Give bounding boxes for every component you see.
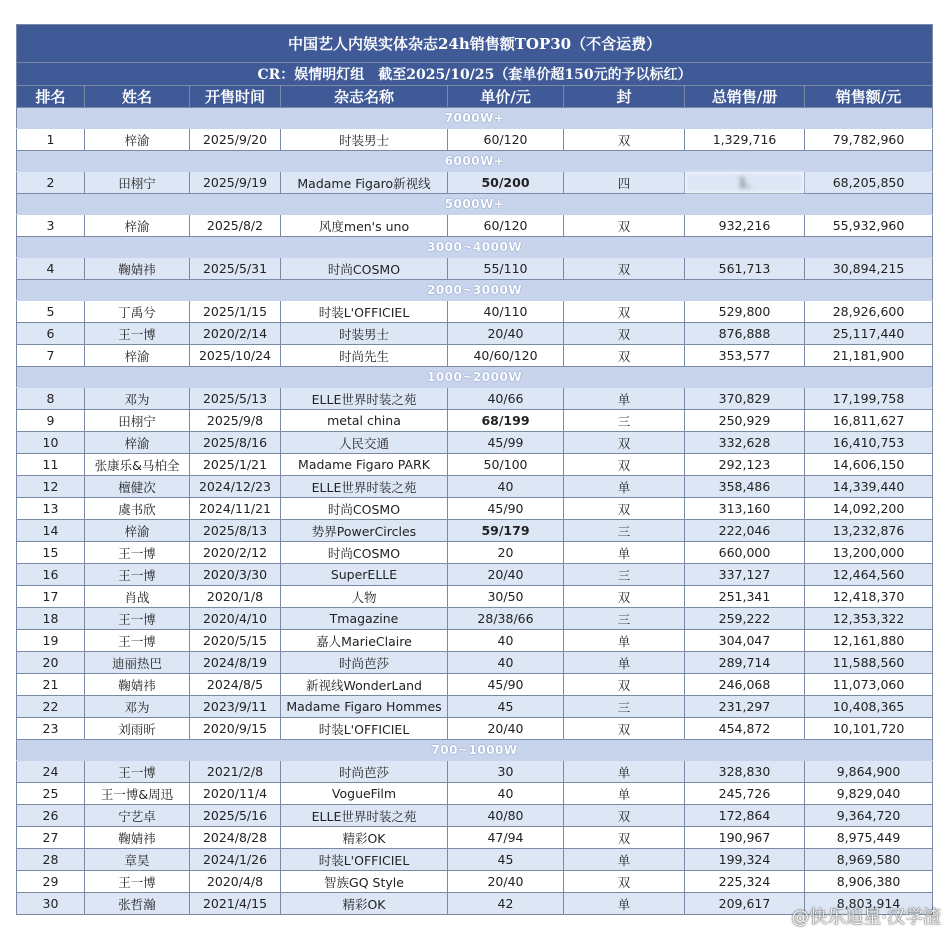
cell-copies: 292,123 [685, 454, 805, 476]
cell-magazine: 智族GQ Style [281, 871, 448, 893]
section-label: 2000~3000W [426, 283, 523, 297]
header-name: 姓名 [85, 86, 190, 108]
table-row [17, 301, 933, 323]
table-row [17, 520, 933, 542]
cell-date: 2024/1/26 [190, 849, 281, 871]
cell-magazine: 精彩OK [281, 893, 448, 915]
cell-name: 邓为 [85, 696, 190, 718]
cell-magazine: 时尚芭莎 [281, 761, 448, 783]
cell-price: 40/110 [448, 301, 564, 323]
cell-rank: 8 [17, 388, 85, 410]
cell-magazine: SuperELLE [281, 564, 448, 586]
section-band [17, 740, 933, 761]
cell-date: 2023/9/11 [190, 696, 281, 718]
table-row [17, 258, 933, 280]
cell-revenue: 30,894,215 [805, 258, 933, 280]
cell-rank: 14 [17, 520, 85, 542]
cell-date: 2025/5/31 [190, 258, 281, 280]
section-label: 700~1000W [431, 743, 518, 757]
cell-revenue: 11,588,560 [805, 652, 933, 674]
section-band [17, 237, 933, 258]
cell-name: 梓渝 [85, 345, 190, 367]
cell-revenue: 17,199,758 [805, 388, 933, 410]
cell-rank: 7 [17, 345, 85, 367]
cell-price: 30 [448, 761, 564, 783]
sales-ranking-table [16, 24, 933, 915]
cell-copies: 246,068 [685, 674, 805, 696]
cell-price: 47/94 [448, 827, 564, 849]
cell-revenue: 28,926,600 [805, 301, 933, 323]
cell-price: 20/40 [448, 718, 564, 740]
cell-copies: 199,324 [685, 849, 805, 871]
cell-name: 鞠婧祎 [85, 674, 190, 696]
ranking-sheet [16, 24, 932, 915]
cell-name: 鞠婧祎 [85, 827, 190, 849]
cell-covers: 单 [564, 893, 685, 915]
cell-date: 2024/11/21 [190, 498, 281, 520]
cell-name: 梓渝 [85, 129, 190, 151]
cell-name: 田栩宁 [85, 172, 190, 194]
cell-price: 45/90 [448, 498, 564, 520]
cell-magazine: 精彩OK [281, 827, 448, 849]
cell-copies: 304,047 [685, 630, 805, 652]
cell-covers: 双 [564, 454, 685, 476]
cell-price: 40 [448, 652, 564, 674]
header-row [17, 86, 933, 108]
cell-covers: 单 [564, 542, 685, 564]
cell-copies: 251,341 [685, 586, 805, 608]
cell-magazine: 时尚先生 [281, 345, 448, 367]
cell-date: 2025/5/13 [190, 388, 281, 410]
table-row [17, 761, 933, 783]
cell-copies: 337,127 [685, 564, 805, 586]
cell-rank: 27 [17, 827, 85, 849]
table-row [17, 586, 933, 608]
table-subtitle: CR：娱情明灯组 截至2025/10/25（套单价超150元的予以标红） [17, 63, 933, 86]
cell-rank: 26 [17, 805, 85, 827]
cell-date: 2025/1/21 [190, 454, 281, 476]
cell-date: 2025/9/19 [190, 172, 281, 194]
cell-copies: 313,160 [685, 498, 805, 520]
cell-revenue: 13,232,876 [805, 520, 933, 542]
cell-name: 檀健次 [85, 476, 190, 498]
cell-revenue: 79,782,960 [805, 129, 933, 151]
cell-name: 宁艺卓 [85, 805, 190, 827]
table-row [17, 542, 933, 564]
cell-rank: 12 [17, 476, 85, 498]
table-row [17, 388, 933, 410]
cell-covers: 双 [564, 345, 685, 367]
cell-revenue: 9,364,720 [805, 805, 933, 827]
cell-copies: 289,714 [685, 652, 805, 674]
table-row [17, 630, 933, 652]
cell-revenue: 10,408,365 [805, 696, 933, 718]
cell-copies: 370,829 [685, 388, 805, 410]
cell-name: 刘雨昕 [85, 718, 190, 740]
table-row [17, 345, 933, 367]
section-band [17, 367, 933, 388]
table-row [17, 608, 933, 630]
cell-covers: 单 [564, 630, 685, 652]
table-row [17, 564, 933, 586]
cell-revenue: 14,339,440 [805, 476, 933, 498]
cell-magazine: 新视线WonderLand [281, 674, 448, 696]
header-magazine: 杂志名称 [281, 86, 448, 108]
cell-name: 王一博 [85, 564, 190, 586]
cell-covers: 单 [564, 652, 685, 674]
cell-price: 28/38/66 [448, 608, 564, 630]
cell-rank: 28 [17, 849, 85, 871]
cell-magazine: 时尚COSMO [281, 542, 448, 564]
cell-magazine: 时装男士 [281, 129, 448, 151]
cell-date: 2025/9/8 [190, 410, 281, 432]
cell-rank: 4 [17, 258, 85, 280]
cell-covers: 单 [564, 849, 685, 871]
cell-price: 40/60/120 [448, 345, 564, 367]
cell-covers: 三 [564, 696, 685, 718]
cell-date: 2020/2/12 [190, 542, 281, 564]
cell-revenue: 9,829,040 [805, 783, 933, 805]
cell-rank: 3 [17, 215, 85, 237]
cell-price: 45/90 [448, 674, 564, 696]
cell-date: 2020/4/8 [190, 871, 281, 893]
cell-name: 章昊 [85, 849, 190, 871]
cell-covers: 三 [564, 410, 685, 432]
section-band [17, 194, 933, 215]
table-row [17, 476, 933, 498]
cell-price: 60/120 [448, 129, 564, 151]
cell-magazine: 嘉人MarieClaire [281, 630, 448, 652]
cell-price: 59/179 [448, 520, 564, 542]
cell-rank: 6 [17, 323, 85, 345]
cell-revenue: 12,464,560 [805, 564, 933, 586]
cell-name: 王一博 [85, 608, 190, 630]
cell-name: 迪丽热巴 [85, 652, 190, 674]
cell-rank: 2 [17, 172, 85, 194]
cell-name: 虞书欣 [85, 498, 190, 520]
cell-covers: 三 [564, 564, 685, 586]
cell-name: 丁禹兮 [85, 301, 190, 323]
cell-date: 2021/2/8 [190, 761, 281, 783]
cell-name: 王一博 [85, 630, 190, 652]
cell-date: 2020/4/10 [190, 608, 281, 630]
cell-covers: 双 [564, 805, 685, 827]
cell-magazine: 风度men's uno [281, 215, 448, 237]
cell-magazine: 时装L'OFFICIEL [281, 849, 448, 871]
cell-magazine: Madame Figaro PARK [281, 454, 448, 476]
cell-price: 45 [448, 849, 564, 871]
cell-date: 2020/3/30 [190, 564, 281, 586]
cell-date: 2025/10/24 [190, 345, 281, 367]
cell-price: 60/120 [448, 215, 564, 237]
cell-copies: 358,486 [685, 476, 805, 498]
cell-price: 20/40 [448, 564, 564, 586]
cell-magazine: 人物 [281, 586, 448, 608]
section-band [17, 108, 933, 129]
cell-date: 2021/4/15 [190, 893, 281, 915]
cell-covers: 双 [564, 258, 685, 280]
cell-price: 45 [448, 696, 564, 718]
cell-date: 2024/8/19 [190, 652, 281, 674]
cell-magazine: 势界PowerCircles [281, 520, 448, 542]
section-label: 3000~4000W [426, 240, 523, 254]
table-row [17, 172, 933, 194]
table-body [17, 108, 933, 915]
cell-date: 2025/8/16 [190, 432, 281, 454]
cell-magazine: metal china [281, 410, 448, 432]
section-label: 5000W+ [444, 197, 505, 211]
cell-rank: 1 [17, 129, 85, 151]
cell-date: 2024/12/23 [190, 476, 281, 498]
cell-price: 40/80 [448, 805, 564, 827]
cell-copies: 328,830 [685, 761, 805, 783]
cell-rank: 18 [17, 608, 85, 630]
cell-name: 王一博 [85, 323, 190, 345]
cell-covers: 双 [564, 301, 685, 323]
cell-covers: 单 [564, 476, 685, 498]
cell-date: 2025/8/13 [190, 520, 281, 542]
table-row [17, 454, 933, 476]
table-row [17, 696, 933, 718]
cell-name: 梓渝 [85, 520, 190, 542]
table-row [17, 827, 933, 849]
cell-rank: 11 [17, 454, 85, 476]
cell-revenue: 10,101,720 [805, 718, 933, 740]
cell-price: 20/40 [448, 323, 564, 345]
cell-revenue: 16,811,627 [805, 410, 933, 432]
cell-revenue: 25,117,440 [805, 323, 933, 345]
cell-magazine: ELLE世界时装之苑 [281, 476, 448, 498]
header-revenue: 销售额/元 [805, 86, 933, 108]
cell-date: 2025/8/2 [190, 215, 281, 237]
cell-copies: 332,628 [685, 432, 805, 454]
cell-covers: 双 [564, 827, 685, 849]
table-row [17, 783, 933, 805]
cell-revenue: 16,410,753 [805, 432, 933, 454]
cell-price: 50/200 [448, 172, 564, 194]
cell-magazine: 时装男士 [281, 323, 448, 345]
cell-covers: 双 [564, 718, 685, 740]
cell-rank: 13 [17, 498, 85, 520]
cell-copies: 172,864 [685, 805, 805, 827]
cell-rank: 9 [17, 410, 85, 432]
cell-name: 王一博 [85, 871, 190, 893]
cell-copies: 259,222 [685, 608, 805, 630]
cell-revenue: 8,969,580 [805, 849, 933, 871]
cell-date: 2020/2/14 [190, 323, 281, 345]
cell-revenue: 9,864,900 [805, 761, 933, 783]
cell-name: 王一博&周迅 [85, 783, 190, 805]
table-row [17, 805, 933, 827]
cell-covers: 双 [564, 586, 685, 608]
cell-rank: 5 [17, 301, 85, 323]
table-row [17, 323, 933, 345]
cell-date: 2025/9/20 [190, 129, 281, 151]
cell-rank: 25 [17, 783, 85, 805]
cell-revenue: 13,200,000 [805, 542, 933, 564]
cell-magazine: VogueFilm [281, 783, 448, 805]
cell-revenue: 8,803,914 [805, 893, 933, 915]
cell-price: 40 [448, 783, 564, 805]
cell-rank: 16 [17, 564, 85, 586]
cell-price: 40/66 [448, 388, 564, 410]
cell-price: 50/100 [448, 454, 564, 476]
cell-revenue: 14,606,150 [805, 454, 933, 476]
cell-covers: 双 [564, 674, 685, 696]
cell-revenue: 68,205,850 [805, 172, 933, 194]
cell-copies: 245,726 [685, 783, 805, 805]
cell-revenue: 12,161,880 [805, 630, 933, 652]
cell-name: 王一博 [85, 542, 190, 564]
cell-rank: 20 [17, 652, 85, 674]
table-row [17, 674, 933, 696]
section-label: 7000W+ [444, 111, 505, 125]
cell-magazine: Tmagazine [281, 608, 448, 630]
cell-copies: 250,929 [685, 410, 805, 432]
cell-name: 田栩宁 [85, 410, 190, 432]
cell-rank: 10 [17, 432, 85, 454]
cell-copies: 225,324 [685, 871, 805, 893]
cell-name: 张康乐&马柏全 [85, 454, 190, 476]
table-row [17, 871, 933, 893]
cell-price: 42 [448, 893, 564, 915]
cell-price: 55/110 [448, 258, 564, 280]
section-label: 6000W+ [444, 154, 505, 168]
cell-price: 30/50 [448, 586, 564, 608]
cell-price: 20/40 [448, 871, 564, 893]
cell-copies: 222,046 [685, 520, 805, 542]
cell-covers: 单 [564, 783, 685, 805]
cell-magazine: Madame Figaro Hommes [281, 696, 448, 718]
header-rank: 排名 [17, 86, 85, 108]
table-title: 中国艺人内娱实体杂志24h销售额TOP30（不含运费） [17, 25, 933, 63]
cell-rank: 19 [17, 630, 85, 652]
cell-covers: 三 [564, 608, 685, 630]
cell-copies: 660,000 [685, 542, 805, 564]
cell-copies: 231,297 [685, 696, 805, 718]
cell-name: 张哲瀚 [85, 893, 190, 915]
cell-rank: 17 [17, 586, 85, 608]
table-row [17, 215, 933, 237]
table-row [17, 129, 933, 151]
cell-copies: 209,617 [685, 893, 805, 915]
cell-covers: 双 [564, 323, 685, 345]
cell-date: 2020/11/4 [190, 783, 281, 805]
cell-covers: 双 [564, 129, 685, 151]
cell-covers: 四 [564, 172, 685, 194]
cell-covers: 三 [564, 520, 685, 542]
cell-revenue: 14,092,200 [805, 498, 933, 520]
cell-copies: 1,329,716 [685, 129, 805, 151]
cell-magazine: ELLE世界时装之苑 [281, 388, 448, 410]
cell-magazine: 人民交通 [281, 432, 448, 454]
cell-copies: 561,713 [685, 258, 805, 280]
cell-name: 邓为 [85, 388, 190, 410]
cell-copies: 529,800 [685, 301, 805, 323]
watermark: @快乐追星·汉学渣 [791, 907, 941, 928]
cell-magazine: 时尚COSMO [281, 498, 448, 520]
table-row [17, 652, 933, 674]
section-band [17, 151, 933, 172]
cell-date: 2020/5/15 [190, 630, 281, 652]
header-price: 单价/元 [448, 86, 564, 108]
header-date: 开售时间 [190, 86, 281, 108]
cell-date: 2024/8/28 [190, 827, 281, 849]
cell-price: 40 [448, 476, 564, 498]
table-row [17, 718, 933, 740]
cell-rank: 21 [17, 674, 85, 696]
section-label: 1000~2000W [426, 370, 523, 384]
cell-price: 40 [448, 630, 564, 652]
cell-rank: 29 [17, 871, 85, 893]
cell-price: 68/199 [448, 410, 564, 432]
cell-date: 2020/1/8 [190, 586, 281, 608]
cell-covers: 双 [564, 432, 685, 454]
cell-magazine: ELLE世界时装之苑 [281, 805, 448, 827]
cell-copies: 1, [685, 172, 805, 194]
cell-name: 肖战 [85, 586, 190, 608]
cell-rank: 23 [17, 718, 85, 740]
cell-date: 2024/8/5 [190, 674, 281, 696]
cell-date: 2025/1/15 [190, 301, 281, 323]
header-covers: 封 [564, 86, 685, 108]
cell-name: 王一博 [85, 761, 190, 783]
cell-revenue: 21,181,900 [805, 345, 933, 367]
cell-magazine: 时尚COSMO [281, 258, 448, 280]
cell-rank: 22 [17, 696, 85, 718]
cell-name: 梓渝 [85, 215, 190, 237]
cell-date: 2025/5/16 [190, 805, 281, 827]
cell-rank: 30 [17, 893, 85, 915]
cell-magazine: 时尚芭莎 [281, 652, 448, 674]
cell-revenue: 12,353,322 [805, 608, 933, 630]
cell-price: 20 [448, 542, 564, 564]
cell-covers: 双 [564, 215, 685, 237]
cell-covers: 单 [564, 761, 685, 783]
cell-magazine: Madame Figaro新视线 [281, 172, 448, 194]
table-row [17, 410, 933, 432]
cell-covers: 单 [564, 388, 685, 410]
cell-revenue: 55,932,960 [805, 215, 933, 237]
cell-revenue: 11,073,060 [805, 674, 933, 696]
cell-magazine: 时装L'OFFICIEL [281, 718, 448, 740]
cell-name: 鞠婧祎 [85, 258, 190, 280]
cell-rank: 24 [17, 761, 85, 783]
cell-magazine: 时装L'OFFICIEL [281, 301, 448, 323]
cell-revenue: 8,975,449 [805, 827, 933, 849]
cell-price: 45/99 [448, 432, 564, 454]
cell-name: 梓渝 [85, 432, 190, 454]
cell-revenue: 12,418,370 [805, 586, 933, 608]
cell-covers: 双 [564, 498, 685, 520]
header-copies: 总销售/册 [685, 86, 805, 108]
table-row [17, 432, 933, 454]
cell-copies: 876,888 [685, 323, 805, 345]
cell-date: 2020/9/15 [190, 718, 281, 740]
cell-copies: 190,967 [685, 827, 805, 849]
cell-revenue: 8,906,380 [805, 871, 933, 893]
table-row [17, 849, 933, 871]
section-band [17, 280, 933, 301]
cell-covers: 双 [564, 871, 685, 893]
cell-copies: 454,872 [685, 718, 805, 740]
table-row [17, 498, 933, 520]
cell-copies: 932,216 [685, 215, 805, 237]
cell-rank: 15 [17, 542, 85, 564]
cell-copies: 353,577 [685, 345, 805, 367]
